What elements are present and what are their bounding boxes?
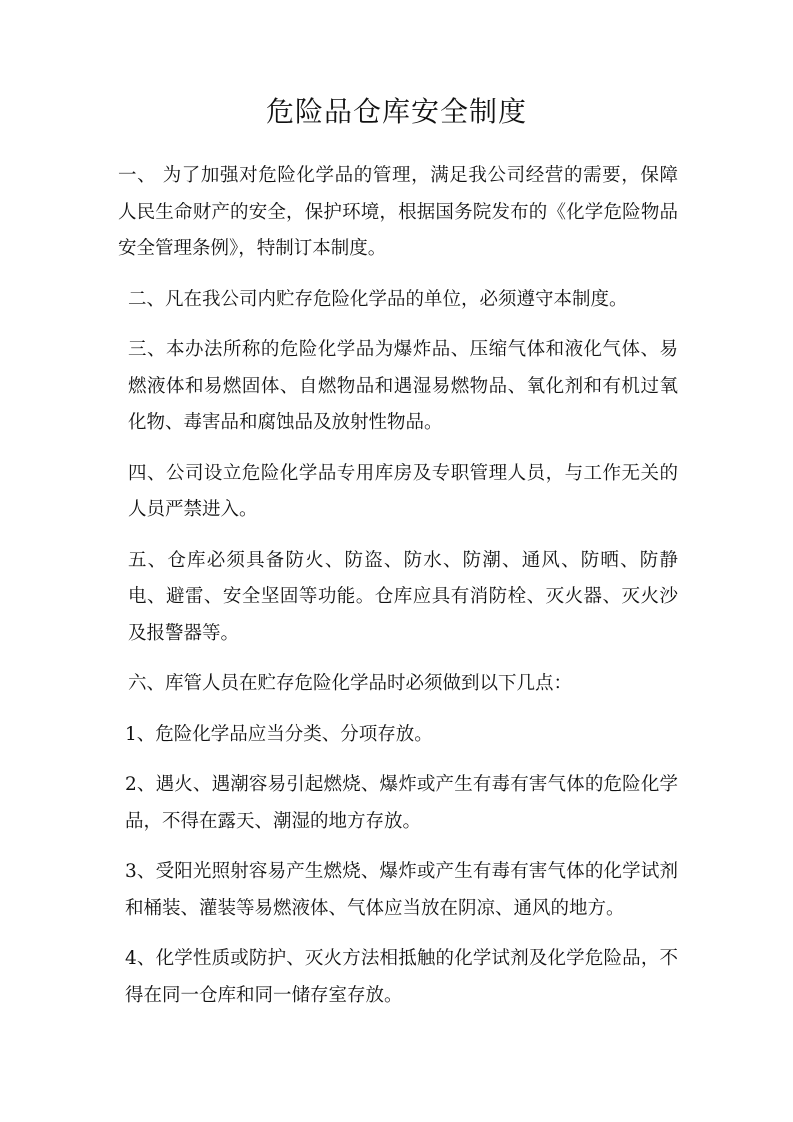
paragraph-6: 六、库管人员在贮存危险化学品时必须做到以下几点： bbox=[128, 673, 573, 694]
list-item-2: 2、遇火、遇潮容易引起燃烧、爆炸或产生有毒有害气体的危险化学品，不得在露天、潮湿的地方存放。 bbox=[125, 774, 678, 832]
paragraph-1: 一、 为了加强对危险化学品的管理，满足我公司经营的需要，保障人民生命财产的安全，保护环境，根据国务院发布的《化学危险物品安全管理条例》，特制订本制度。 bbox=[118, 165, 678, 259]
document-body bbox=[118, 158, 678, 1028]
paragraph-3: 三、本办法所称的危险化学品为爆炸品、压缩气体和液化气体、易燃液体和易燃固体、自燃物品和遇湿易燃物品、氧化剂和有机过氧化物、毒害品和腐蚀品及放射性物品。 bbox=[128, 339, 678, 433]
list-item-3: 3、受阳光照射容易产生燃烧、爆炸或产生有毒有害气体的化学试剂和桶装、灌装等易燃液体、气体应当放在阴凉、通风的地方。 bbox=[125, 861, 678, 919]
paragraph-5: 五、仓库必须具备防火、防盗、防水、防潮、通风、防晒、防静电、避雷、安全坚固等功能。仓库应具有消防栓、灭火器、灭火沙及报警器等。 bbox=[128, 549, 678, 644]
list-item-1: 1、危险化学品应当分类、分项存放。 bbox=[125, 723, 433, 745]
list-item-4: 4、化学性质或防护、灭火方法相抵触的化学试剂及化学危险品，不得在同一仓库和同一储存室存放。 bbox=[125, 948, 678, 1006]
paragraph-2: 二、凡在我公司内贮存危险化学品的单位，必须遵守本制度。 bbox=[128, 288, 628, 310]
document-title: 危险品仓库安全制度 bbox=[265, 95, 527, 128]
paragraph-4: 四、公司设立危险化学品专用库房及专职管理人员，与工作无关的人员严禁进入。 bbox=[128, 462, 678, 520]
